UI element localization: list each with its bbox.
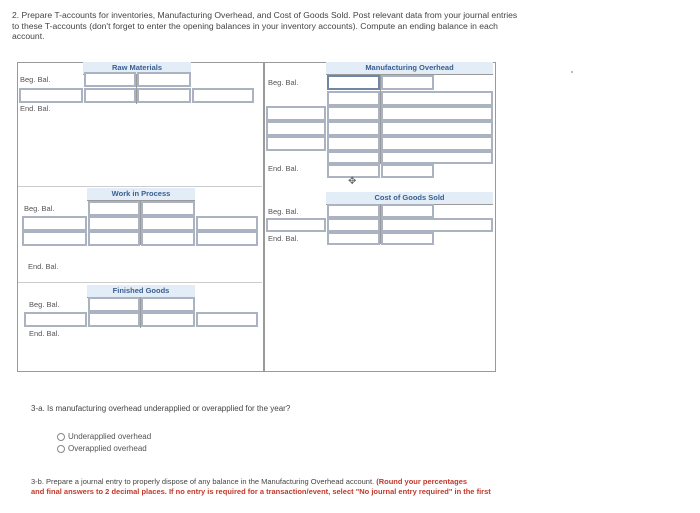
- cost-of-goods-sold-beg-debit[interactable]: [327, 204, 380, 218]
- option-underapplied[interactable]: [57, 432, 151, 441]
- work-in-process-end-label: End. Bal.: [28, 262, 59, 271]
- cost-of-goods-sold-row-2-left[interactable]: [266, 218, 326, 232]
- manufacturing-overhead-header: [326, 62, 493, 75]
- finished-goods-beg-label: Beg. Bal.: [29, 300, 60, 309]
- finished-goods-beg-credit[interactable]: [141, 297, 195, 312]
- manufacturing-overhead-row-5-credit[interactable]: [381, 136, 493, 151]
- raw-materials-row-2-debit[interactable]: [84, 88, 136, 103]
- work-in-process-beg-debit[interactable]: [88, 201, 140, 216]
- raw-materials-title: Raw Materials: [111, 63, 163, 72]
- cost-of-goods-sold-end-debit[interactable]: [327, 232, 380, 245]
- manufacturing-overhead-beg-credit[interactable]: [381, 75, 434, 90]
- raw-materials-beg-label: Beg. Bal.: [20, 75, 51, 84]
- manufacturing-overhead-beg-debit[interactable]: [327, 75, 380, 90]
- manufacturing-overhead-row-6-credit[interactable]: [381, 151, 493, 164]
- manufacturing-overhead-beg-label: Beg. Bal.: [268, 78, 299, 87]
- work-in-process-row-3-right[interactable]: [196, 231, 258, 246]
- raw-materials-beg-debit[interactable]: [84, 72, 136, 87]
- manufacturing-overhead-row-3-left[interactable]: [266, 106, 326, 121]
- finished-goods-row-2-left[interactable]: [24, 312, 87, 327]
- manufacturing-overhead-row-6-debit[interactable]: [327, 151, 380, 164]
- instructions-line-2: to these T-accounts (don't forget to enter the opening balances in your inventory accounts). Compute an ending balance in each: [12, 20, 498, 31]
- work-in-process-title: Work in Process: [111, 189, 171, 198]
- question-3a: 3-a. Is manufacturing overhead underapplied or overapplied for the year?: [31, 404, 291, 413]
- option-overapplied[interactable]: [57, 444, 147, 453]
- finished-goods-title: Finished Goods: [112, 286, 170, 295]
- finished-goods-row-2-debit[interactable]: [88, 312, 140, 327]
- instructions-line-3: account.: [12, 31, 45, 41]
- work-in-process-row-3-credit[interactable]: [141, 231, 195, 246]
- manufacturing-overhead-row-4-debit[interactable]: [327, 121, 380, 136]
- cost-of-goods-sold-end-credit[interactable]: [381, 232, 434, 245]
- cost-of-goods-sold-beg-label: Beg. Bal.: [268, 207, 299, 216]
- underapplied-radio-icon[interactable]: [57, 433, 65, 441]
- work-in-process-row-2-credit[interactable]: [141, 216, 195, 231]
- cost-of-goods-sold-end-label: End. Bal.: [268, 234, 299, 243]
- stray-dot: [571, 71, 573, 73]
- left-separator-2: [18, 282, 262, 283]
- work-in-process-row-3-debit[interactable]: [88, 231, 140, 246]
- manufacturing-overhead-title: Manufacturing Overhead: [365, 63, 454, 72]
- question-3b-bold-1: (Round your percentages: [376, 477, 468, 486]
- manufacturing-overhead-row-2-debit[interactable]: [327, 91, 380, 106]
- instructions: [12, 10, 622, 42]
- finished-goods-beg-debit[interactable]: [88, 297, 140, 312]
- cost-of-goods-sold-row-2-credit[interactable]: [381, 218, 493, 232]
- work-in-process-row-2-left[interactable]: [22, 216, 87, 231]
- raw-materials-row-2-left[interactable]: [19, 88, 83, 103]
- manufacturing-overhead-row-3-credit[interactable]: [381, 106, 493, 121]
- raw-materials-beg-credit[interactable]: [137, 72, 191, 87]
- manufacturing-overhead-end-label: End. Bal.: [268, 164, 299, 173]
- question-3b-bold-2: and final answers to 2 decimal places. If no entry is required for a transaction/event, select "No journal entry required" in the first: [31, 487, 491, 496]
- cost-of-goods-sold-title: Cost of Goods Sold: [374, 193, 445, 202]
- overapplied-radio-icon[interactable]: [57, 445, 65, 453]
- question-3b-prefix: 3-b. Prepare a journal entry to properly dispose of any balance in the Manufacturing Overhead account.: [31, 477, 375, 486]
- manufacturing-overhead-end-credit[interactable]: [381, 164, 434, 178]
- manufacturing-overhead-row-2-credit[interactable]: [381, 91, 493, 106]
- instructions-line-1: 2. Prepare T-accounts for inventories, Manufacturing Overhead, and Cost of Goods Sold. Post relevant data from your journal entries: [12, 10, 518, 20]
- option-underapplied-label: Underapplied overhead: [68, 432, 152, 441]
- raw-materials-row-2-credit[interactable]: [137, 88, 191, 103]
- finished-goods-end-label: End. Bal.: [29, 329, 60, 338]
- option-overapplied-label: Overapplied overhead: [68, 444, 147, 453]
- manufacturing-overhead-row-5-debit[interactable]: [327, 136, 380, 151]
- manufacturing-overhead-row-5-left[interactable]: [266, 136, 326, 151]
- question-3b: [31, 477, 631, 497]
- move-cursor-icon: ✥: [348, 176, 357, 187]
- raw-materials-end-label: End. Bal.: [20, 104, 51, 113]
- finished-goods-row-2-right[interactable]: [196, 312, 258, 327]
- finished-goods-row-2-credit[interactable]: [141, 312, 195, 327]
- cost-of-goods-sold-beg-credit[interactable]: [381, 204, 434, 218]
- work-in-process-row-3-left[interactable]: [22, 231, 87, 246]
- work-in-process-beg-label: Beg. Bal.: [24, 204, 55, 213]
- work-in-process-row-2-debit[interactable]: [88, 216, 140, 231]
- manufacturing-overhead-row-4-left[interactable]: [266, 121, 326, 136]
- work-in-process-row-2-right[interactable]: [196, 216, 258, 231]
- work-in-process-header: [87, 188, 195, 201]
- raw-materials-row-2-right[interactable]: [192, 88, 254, 103]
- manufacturing-overhead-row-3-debit[interactable]: [327, 106, 380, 121]
- left-separator-1: [18, 186, 262, 187]
- cost-of-goods-sold-row-2-debit[interactable]: [327, 218, 380, 232]
- manufacturing-overhead-row-4-credit[interactable]: [381, 121, 493, 136]
- work-in-process-beg-credit[interactable]: [141, 201, 195, 216]
